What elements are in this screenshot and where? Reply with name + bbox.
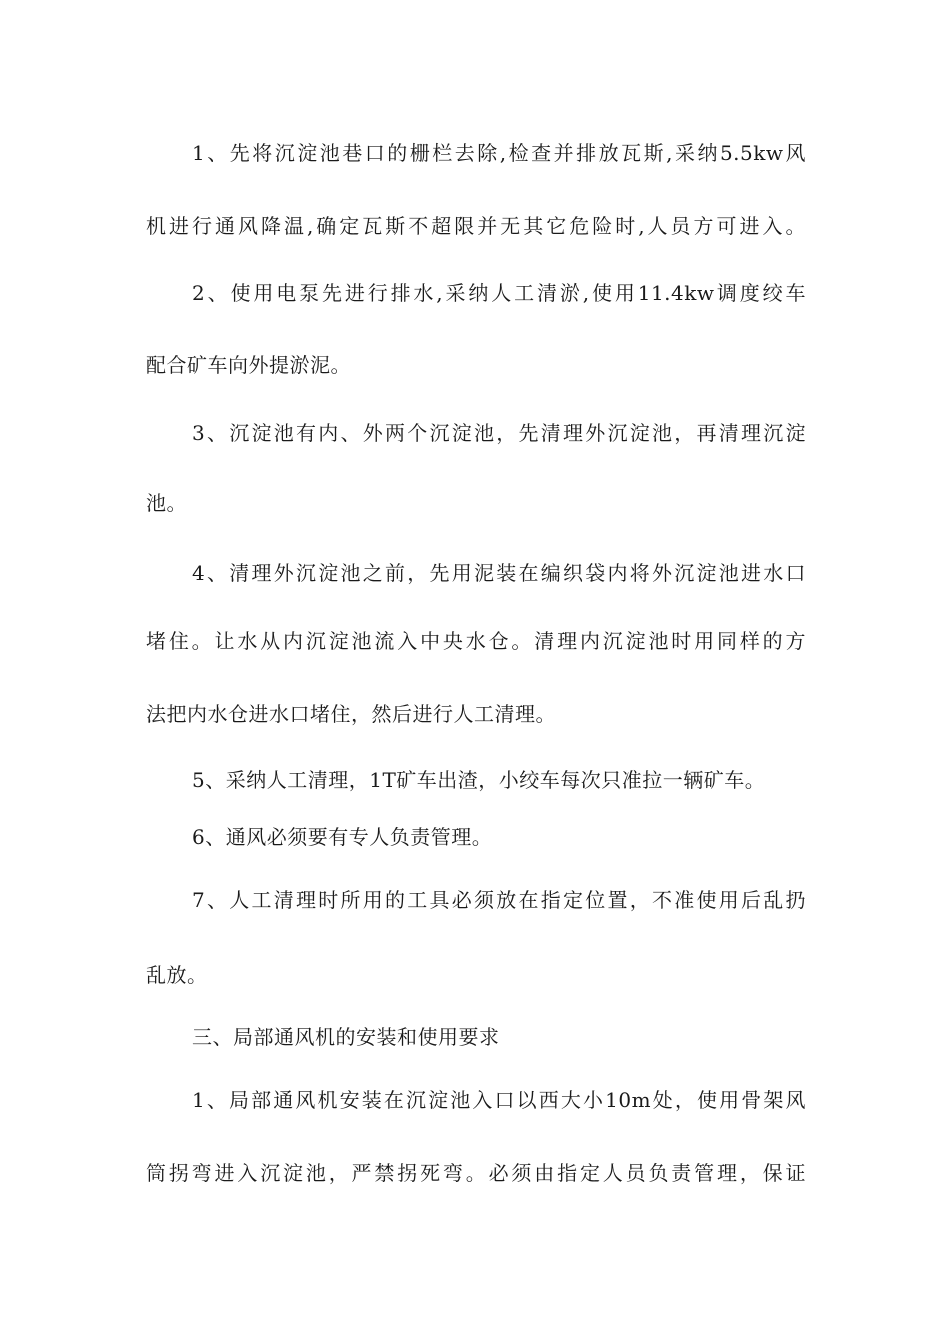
text-line-step-6: 6、通风必须要有专人负责管理。 [192, 825, 493, 849]
text-line-fan-1a: 1、局部通风机安装在沉淀池入口以西大小10m处，使用骨架风 [192, 1088, 806, 1112]
section-heading: 三、局部通风机的安装和使用要求 [192, 1025, 500, 1049]
text-line-step-1a: 1、先将沉淀池巷口的栅栏去除,检查并排放瓦斯,采纳5.5kw风 [192, 141, 806, 165]
text-line-step-7a: 7、人工清理时所用的工具必须放在指定位置，不准使用后乱扔 [192, 888, 806, 912]
text-line-step-4c: 法把内水仓进水口堵住，然后进行人工清理。 [146, 702, 556, 726]
text-line-step-7b: 乱放。 [146, 963, 208, 987]
text-line-step-4a: 4、清理外沉淀池之前，先用泥装在编织袋内将外沉淀池进水口 [192, 561, 806, 585]
text-line-step-2a: 2、使用电泵先进行排水,采纳人工清淤,使用11.4kw调度绞车 [192, 281, 806, 305]
text-line-step-4b: 堵住。让水从内沉淀池流入中央水仓。清理内沉淀池时用同样的方 [146, 629, 806, 653]
text-line-step-3b: 池。 [146, 491, 187, 515]
text-line-step-5: 5、采纳人工清理，1T矿车出渣，小绞车每次只准拉一辆矿车。 [192, 768, 766, 792]
text-line-step-2b: 配合矿车向外提淤泥。 [146, 353, 351, 377]
text-line-step-3a: 3、沉淀池有内、外两个沉淀池，先清理外沉淀池，再清理沉淀 [192, 421, 806, 445]
text-line-fan-1b: 筒拐弯进入沉淀池，严禁拐死弯。必须由指定人员负责管理，保证 [146, 1161, 806, 1185]
text-line-step-1b: 机进行通风降温,确定瓦斯不超限并无其它危险时,人员方可进入。 [146, 214, 806, 238]
